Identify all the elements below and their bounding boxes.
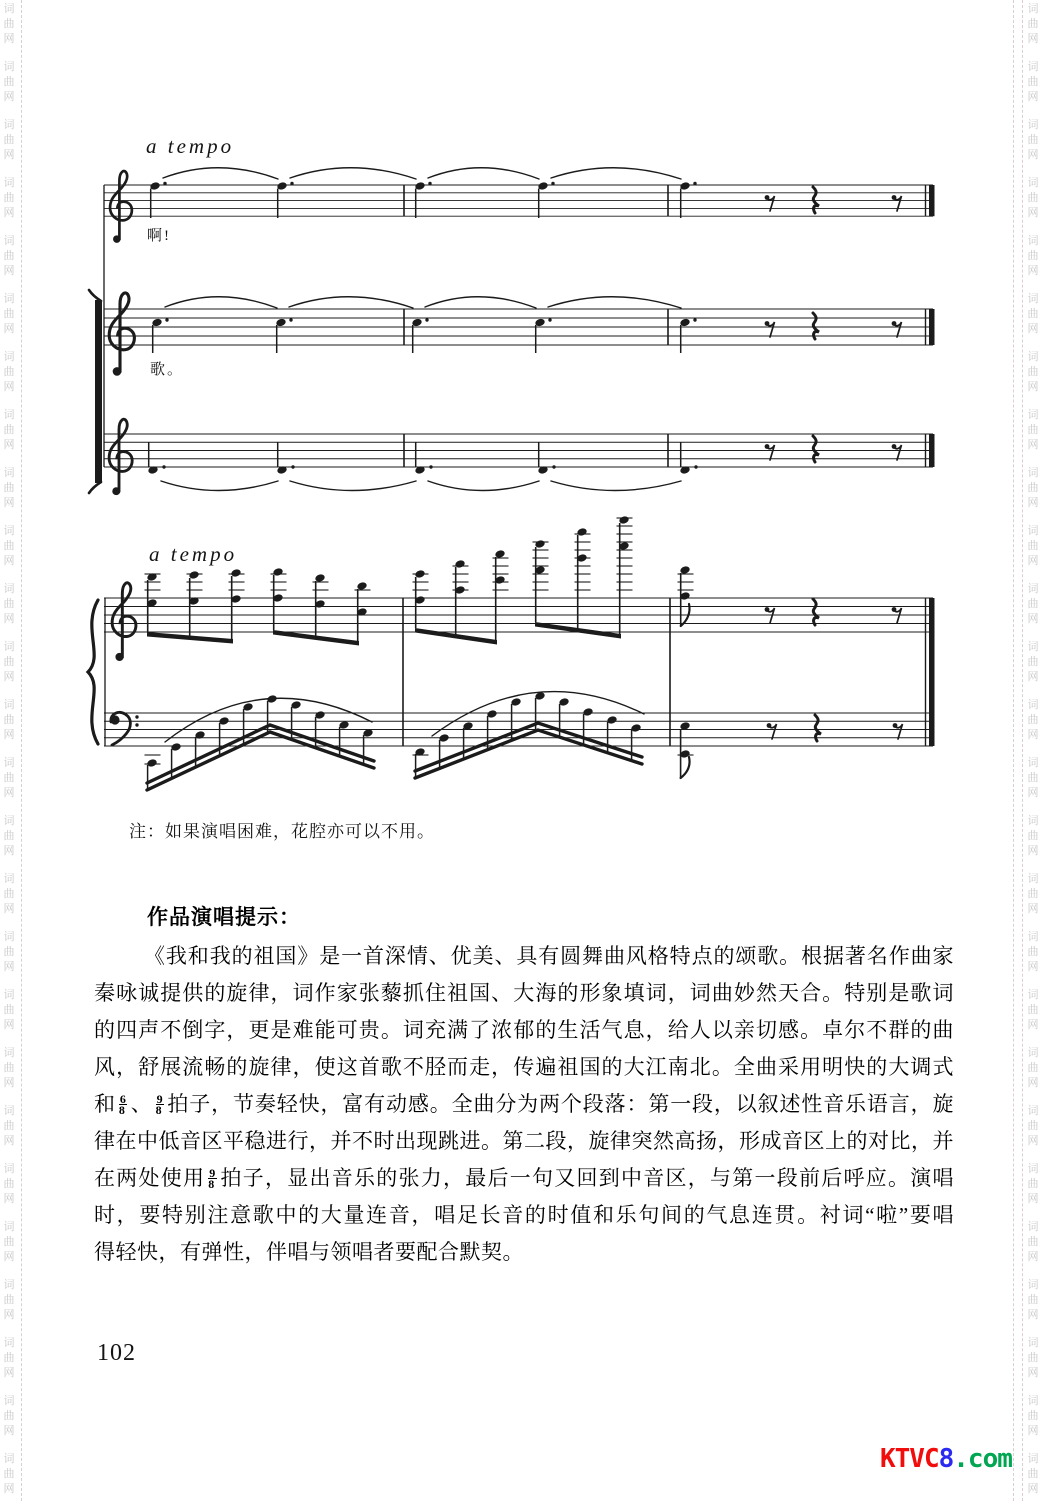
- article-body: [94, 938, 954, 1271]
- watermark-group: 词 曲 网: [1027, 351, 1039, 393]
- article-line-9: 得轻快，有弹性，伴唱与领唱者要配合默契。: [94, 1240, 524, 1264]
- watermark-group: 词 曲 网: [1027, 699, 1039, 741]
- article-line-3: 的四声不倒字，更是难能可贵。词充满了浓郁的生活气息，给人以亲切感。卓尔不群的曲: [94, 1018, 954, 1042]
- watermark-group: 词 曲 网: [3, 815, 15, 857]
- watermark-group: 词 曲 网: [3, 177, 15, 219]
- watermark-group: 词 曲 网: [1027, 1163, 1039, 1205]
- watermark-group: 词 曲 网: [3, 641, 15, 683]
- watermark-group: 词 曲 网: [1027, 931, 1039, 973]
- article-heading: 作品演唱提示：: [147, 906, 301, 929]
- watermark-group: 词 曲 网: [1027, 757, 1039, 799]
- logo-text-ktvc: KTVC: [880, 1444, 939, 1474]
- watermark-group: 词 曲 网: [3, 931, 15, 973]
- watermark-group: 词 曲 网: [3, 583, 15, 625]
- watermark-group: 词 曲 网: [3, 351, 15, 393]
- score-footnote: 注：如果演唱困难，花腔亦可以不用。: [129, 822, 435, 841]
- watermark-group: 词 曲 网: [1027, 235, 1039, 277]
- watermark-group: 词 曲 网: [1027, 61, 1039, 103]
- page-number: 102: [97, 1340, 136, 1366]
- watermark-group: 词 曲 网: [1027, 293, 1039, 335]
- article-line-7: 在两处使用 $\frac{9}{8}$ 拍子，显出音乐的张力，最后一句又回到中音区，与第一段前后呼应。演唱: [94, 1165, 954, 1191]
- watermark-group: 词 曲 网: [1027, 1221, 1039, 1263]
- article-line-5: 和 $\frac{6}{8}$ 、 $\frac{9}{8}$ 拍子，节奏轻快，富有动感。全曲分为两个段落：第一段，以叙述性音乐语言，旋: [94, 1091, 954, 1117]
- watermark-group: 词 曲 网: [3, 989, 15, 1031]
- watermark-group: 词 曲 网: [1027, 409, 1039, 451]
- watermark-group: 词 曲 网: [1027, 1337, 1039, 1379]
- treble-clef-icon: [112, 583, 136, 661]
- logo-text-dotcom: .com: [953, 1444, 1012, 1474]
- watermark-group: 词 曲 网: [1027, 641, 1039, 683]
- watermark-group: 词 曲 网: [3, 1453, 15, 1495]
- tempo-marking-piano: a tempo: [149, 542, 238, 566]
- voice1-lyric: 啊!: [147, 228, 171, 244]
- watermark-group: 词 曲 网: [3, 119, 15, 161]
- watermark-group: 词 曲 网: [1027, 1279, 1039, 1321]
- time-signature-fraction: $\frac{6}{8}$: [118, 1091, 127, 1117]
- treble-clef-icon: [109, 419, 132, 495]
- time-signature-fraction: $\frac{9}{8}$: [155, 1091, 164, 1117]
- article-line-4: 风，舒展流畅的旋律，使这首歌不胫而走，传遍祖国的大江南北。全曲采用明快的大调式: [94, 1055, 954, 1079]
- watermark-group: 词 曲 网: [3, 235, 15, 277]
- watermark-group: 词 曲 网: [1027, 1105, 1039, 1147]
- watermark-group: 词 曲 网: [1027, 177, 1039, 219]
- watermark-group: 词 曲 网: [3, 1337, 15, 1379]
- watermark-group: 词 曲 网: [3, 3, 15, 45]
- watermark-group: 词 曲 网: [1027, 119, 1039, 161]
- watermark-group: 词 曲 网: [3, 61, 15, 103]
- article-line-2: 秦咏诚提供的旋律，词作家张藜抓住祖国、大海的形象填词，词曲妙然天合。特别是歌词: [94, 981, 954, 1005]
- watermark-group: 词 曲 网: [1027, 1453, 1039, 1495]
- watermark-group: 词 曲 网: [1027, 1047, 1039, 1089]
- time-signature-fraction: $\frac{9}{8}$: [208, 1165, 216, 1191]
- voice2-lyric: 歌。: [150, 362, 185, 378]
- watermark-group: 词 曲 网: [3, 1221, 15, 1263]
- article-line-8: 时，要特别注意歌中的大量连音，唱足长音的时值和乐句间的气息连贯。衬词“啦”要唱: [94, 1203, 954, 1227]
- watermark-group: 词 曲 网: [1027, 815, 1039, 857]
- watermark-group: 词 曲 网: [1027, 467, 1039, 509]
- watermark-group: 词 曲 网: [3, 1279, 15, 1321]
- treble-clef-icon: [110, 171, 132, 243]
- article-line-1: 《我和我的祖国》是一首深情、优美、具有圆舞曲风格特点的颂歌。根据著名作曲家: [144, 944, 954, 968]
- watermark-group: 词 曲 网: [3, 757, 15, 799]
- watermark-group: 词 曲 网: [3, 873, 15, 915]
- treble-clef-icon: [109, 293, 134, 376]
- watermark-group: 词 曲 网: [3, 1395, 15, 1437]
- watermark-group: 词 曲 网: [3, 467, 15, 509]
- watermark-group: 词 曲 网: [3, 293, 15, 335]
- logo-text-8: 8: [938, 1444, 954, 1474]
- watermark-group: 词 曲 网: [3, 1105, 15, 1147]
- watermark-group: 词 曲 网: [3, 699, 15, 741]
- watermark-group: 词 曲 网: [1027, 873, 1039, 915]
- watermark-group: 词 曲 网: [1027, 989, 1039, 1031]
- watermark-group: 词 曲 网: [3, 409, 15, 451]
- watermark-group: 词 曲 网: [1027, 3, 1039, 45]
- watermark-group: 词 曲 网: [1027, 525, 1039, 567]
- watermark-group: 词 曲 网: [3, 1163, 15, 1205]
- watermark-group: 词 曲 网: [1027, 1395, 1039, 1437]
- watermark-group: 词 曲 网: [3, 525, 15, 567]
- tempo-marking-top: a tempo: [146, 134, 235, 158]
- watermark-group: 词 曲 网: [3, 1047, 15, 1089]
- watermark-group: 词 曲 网: [1027, 583, 1039, 625]
- article-line-6: 律在中低音区平稳进行，并不时出现跳进。第二段，旋律突然高扬，形成音区上的对比，并: [94, 1129, 954, 1153]
- ktvc8-logo: [880, 1446, 1012, 1472]
